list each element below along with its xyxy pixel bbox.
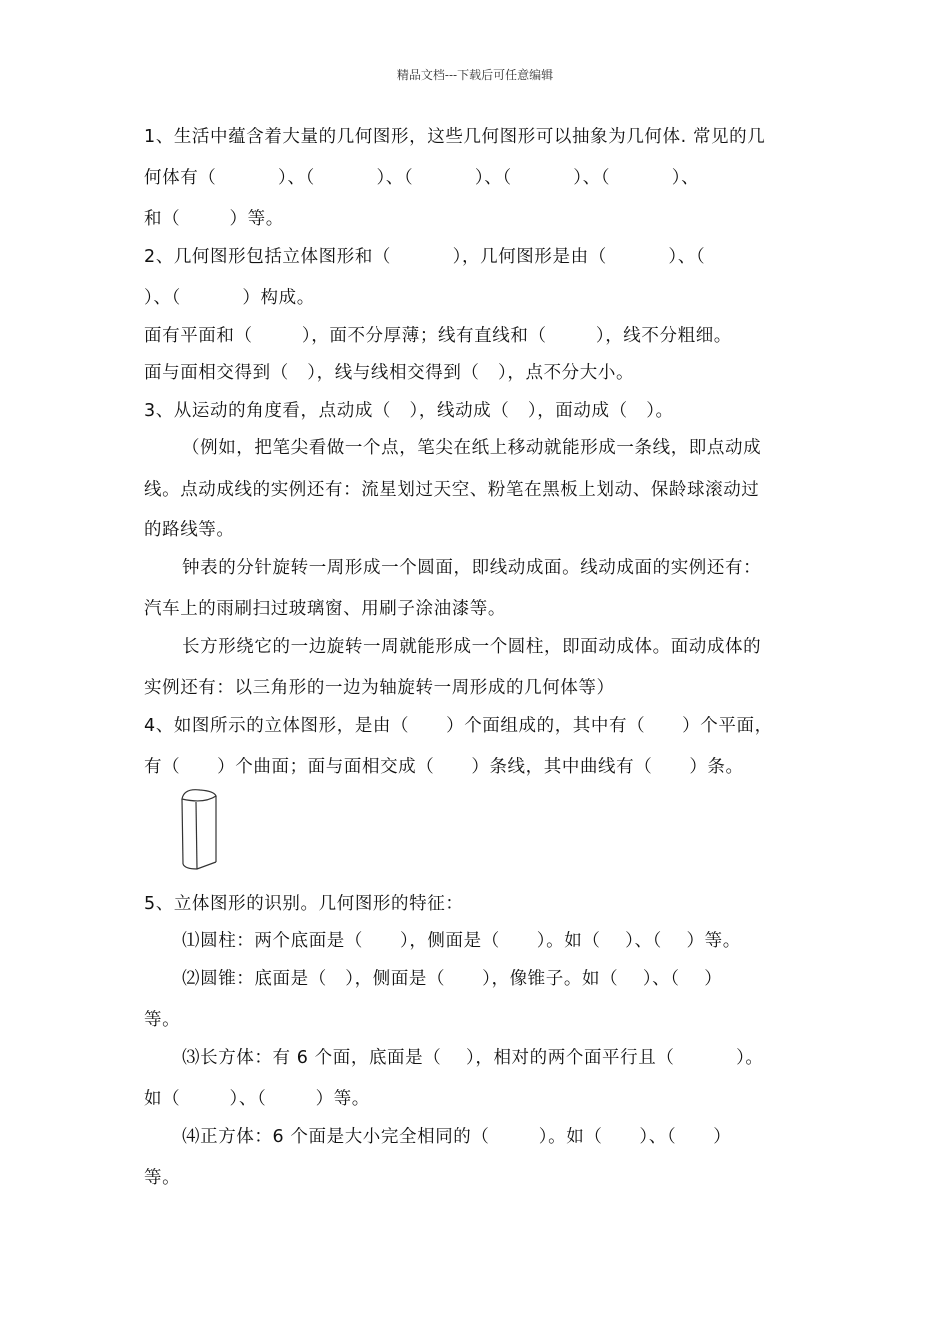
q1-line-3: 和（ ）等。 (144, 209, 284, 229)
q1-line-1: 1、生活中蕴含着大量的几何图形，这些几何图形可以抽象为几何体. 常见的几 (144, 127, 766, 147)
q3-line-1: 3、从运动的角度看，点动成（ ），线动成（ ），面动成（ ）。 (144, 401, 674, 421)
q5-cube-line-2: 等。 (144, 1168, 181, 1188)
q3-example-line-6: 长方形绕它的一边旋转一周就能形成一个圆柱，即面动成体。面动成体的 (182, 637, 762, 657)
q5-cylinder-line: ⑴圆柱：两个底面是（ ），侧面是（ ）。如（ ）、（ ）等。 (182, 931, 741, 951)
page-header: 精品文档---下载后可任意编辑 (396, 68, 554, 82)
q1-line-2: 何体有（ ）、（ ）、（ ）、（ ）、（ ）、 (144, 168, 700, 188)
q5-cone-line-2: 等。 (144, 1010, 181, 1030)
q2-line-3: 面有平面和（ ），面不分厚薄；线有直线和（ ），线不分粗细。 (144, 326, 732, 346)
q5-cuboid-line-1: ⑶长方体：有 6 个面，底面是（ ），相对的两个面平行且（ ）。 (182, 1048, 764, 1068)
q3-example-line-2: 线。点动成线的实例还有：流星划过天空、粉笔在黑板上划动、保龄球滚动过 (144, 480, 760, 500)
half-cylinder-figure (176, 786, 222, 876)
q2-line-2: ）、（ ）构成。 (144, 288, 315, 308)
q3-example-line-4: 钟表的分针旋转一周形成一个圆面，即线动成面。线动成面的实例还有： (182, 558, 762, 578)
q5-line-1: 5、立体图形的识别。几何图形的特征： (144, 894, 464, 914)
q4-line-2: 有（ ）个曲面；面与面相交成（ ）条线，其中曲线有（ ）条。 (144, 757, 744, 777)
q5-cone-line-1: ⑵圆锥：底面是（ ），侧面是（ ），像锥子。如（ ）、（ ） (182, 969, 723, 989)
q4-line-1: 4、如图所示的立体图形，是由（ ）个面组成的，其中有（ ）个平面， (144, 716, 773, 736)
q3-example-line-7: 实例还有：以三角形的一边为轴旋转一周形成的几何体等） (144, 678, 615, 698)
q2-line-4: 面与面相交得到（ ），线与线相交得到（ ），点不分大小。 (144, 363, 635, 383)
q3-example-line-3: 的路线等。 (144, 520, 235, 540)
q2-line-1: 2、几何图形包括立体图形和（ ），几何图形是由（ ）、（ (144, 247, 706, 267)
q5-cube-line-1: ⑷正方体：6 个面是大小完全相同的（ ）。如（ ）、（ ） (182, 1127, 732, 1147)
q3-example-line-1: （例如，把笔尖看做一个点，笔尖在纸上移动就能形成一条线，即点动成 (182, 438, 762, 458)
q5-cuboid-line-2: 如（ ）、（ ）等。 (144, 1089, 370, 1109)
q3-example-line-5: 汽车上的雨刷扫过玻璃窗、用刷子涂油漆等。 (144, 599, 506, 619)
